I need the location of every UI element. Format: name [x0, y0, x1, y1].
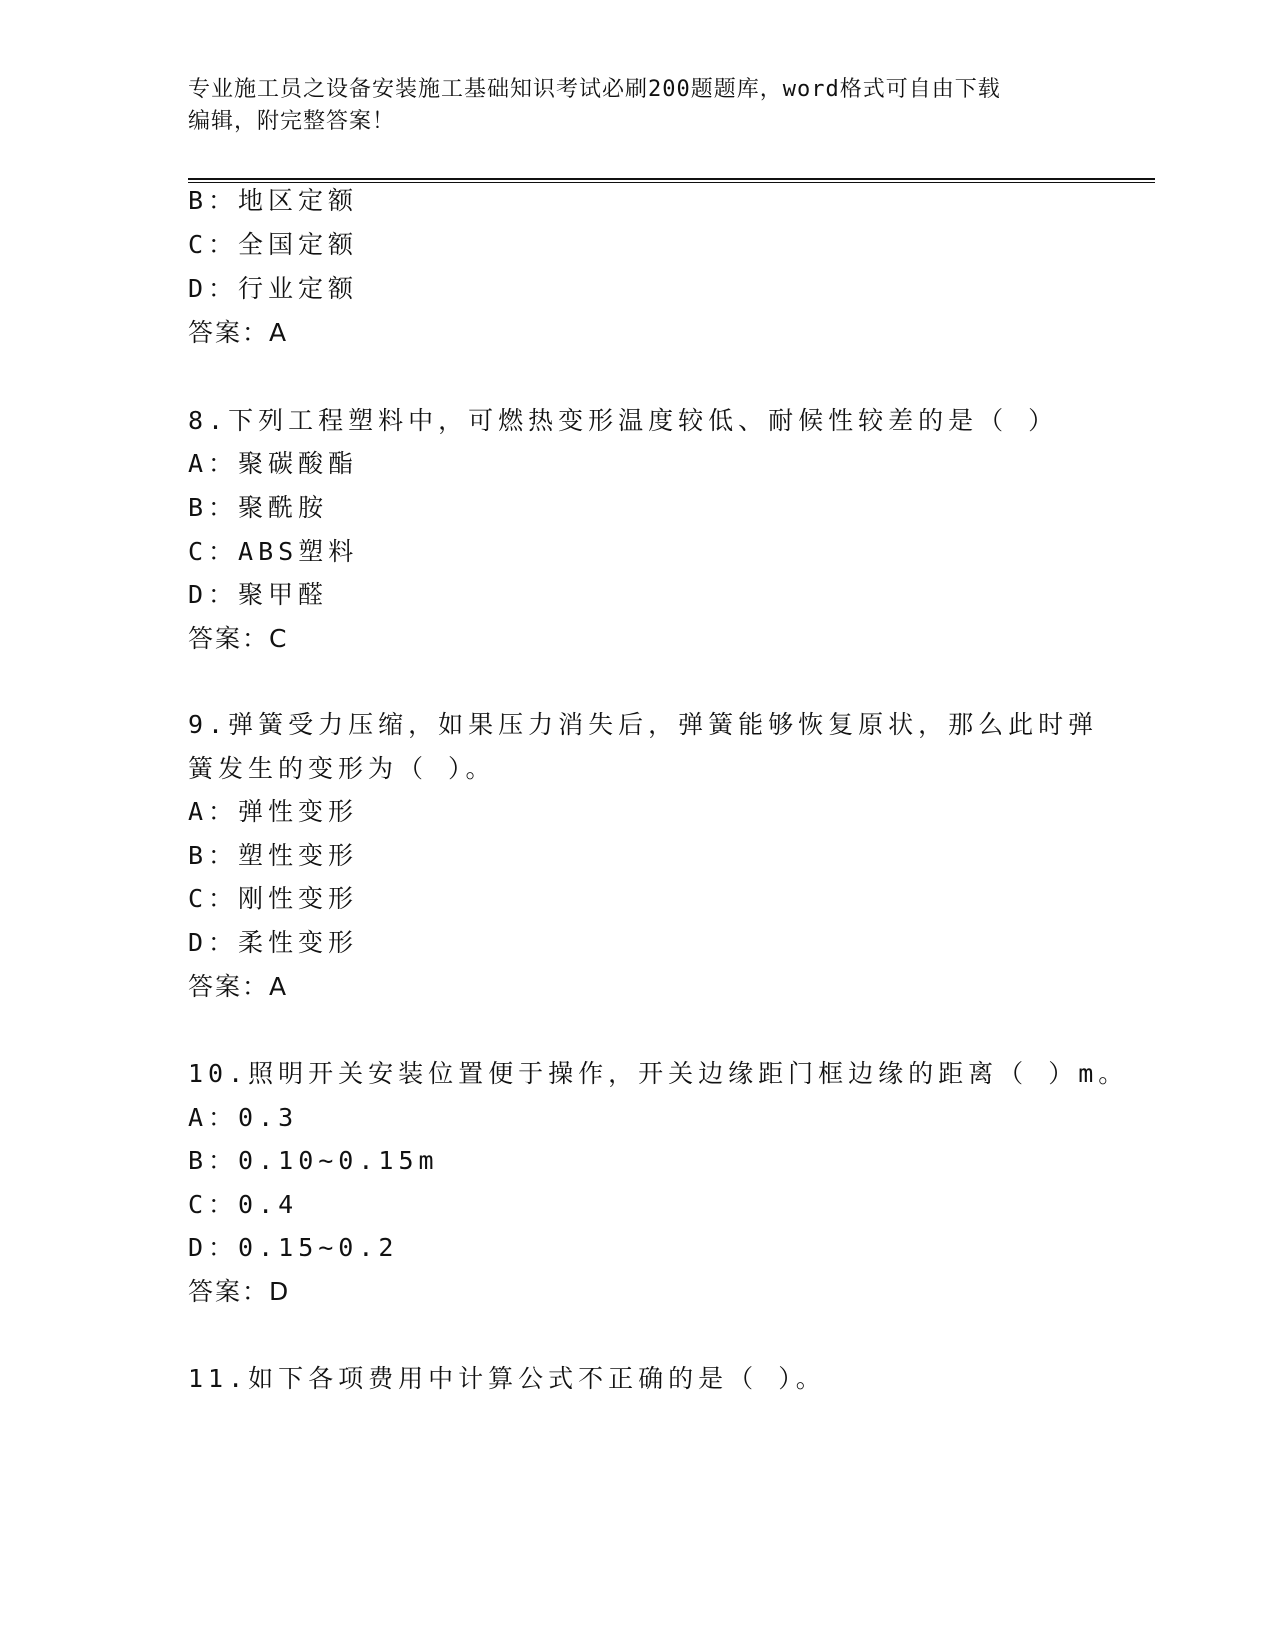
q8-stem: 8.下列工程塑料中，可燃热变形温度较低、耐候性较差的是（ ）: [188, 406, 1059, 435]
q9-stem-line-2: 簧发生的变形为（ ）。: [188, 754, 496, 783]
q11-stem: 11.如下各项费用中计算公式不正确的是（ ）。: [188, 1364, 826, 1393]
q9-answer: 答案：A: [188, 972, 289, 1001]
header-divider: [188, 178, 1155, 183]
q9-option-c: C：刚性变形: [188, 884, 359, 913]
q10-option-d: D：0.15~0.2: [188, 1233, 399, 1262]
q8-option-d: D：聚甲醛: [188, 580, 329, 609]
q9-option-b: B：塑性变形: [188, 841, 359, 870]
q8-option-b: B：聚酰胺: [188, 493, 329, 522]
q9-option-a: A：弹性变形: [188, 797, 359, 826]
q10-answer: 答案：D: [188, 1277, 291, 1306]
q10-stem: 10.照明开关安装位置便于操作，开关边缘距门框边缘的距离（ ）m。: [188, 1059, 1129, 1088]
q10-option-b: B：0.10~0.15m: [188, 1146, 439, 1175]
q10-option-c: C：0.4: [188, 1190, 299, 1219]
q7-option-c: C：全国定额: [188, 230, 359, 259]
q8-answer: 答案：C: [188, 624, 289, 653]
q7-option-b: B：地区定额: [188, 186, 359, 215]
q10-option-a: A：0.3: [188, 1103, 299, 1132]
document-header: [188, 74, 1078, 138]
header-title-line-1: 专业施工员之设备安装施工基础知识考试必刷200题题库，word格式可自由下载: [188, 77, 1001, 102]
q7-option-d: D：行业定额: [188, 274, 359, 303]
q8-option-a: A：聚碳酸酯: [188, 449, 359, 478]
q9-option-d: D：柔性变形: [188, 928, 359, 957]
q7-answer: 答案：A: [188, 318, 289, 347]
header-title-line-2: 编辑，附完整答案！: [188, 109, 396, 134]
q8-option-c: C：ABS塑料: [188, 537, 359, 566]
q9-stem-line-1: 9.弹簧受力压缩，如果压力消失后，弹簧能够恢复原状，那么此时弹: [188, 710, 1099, 739]
